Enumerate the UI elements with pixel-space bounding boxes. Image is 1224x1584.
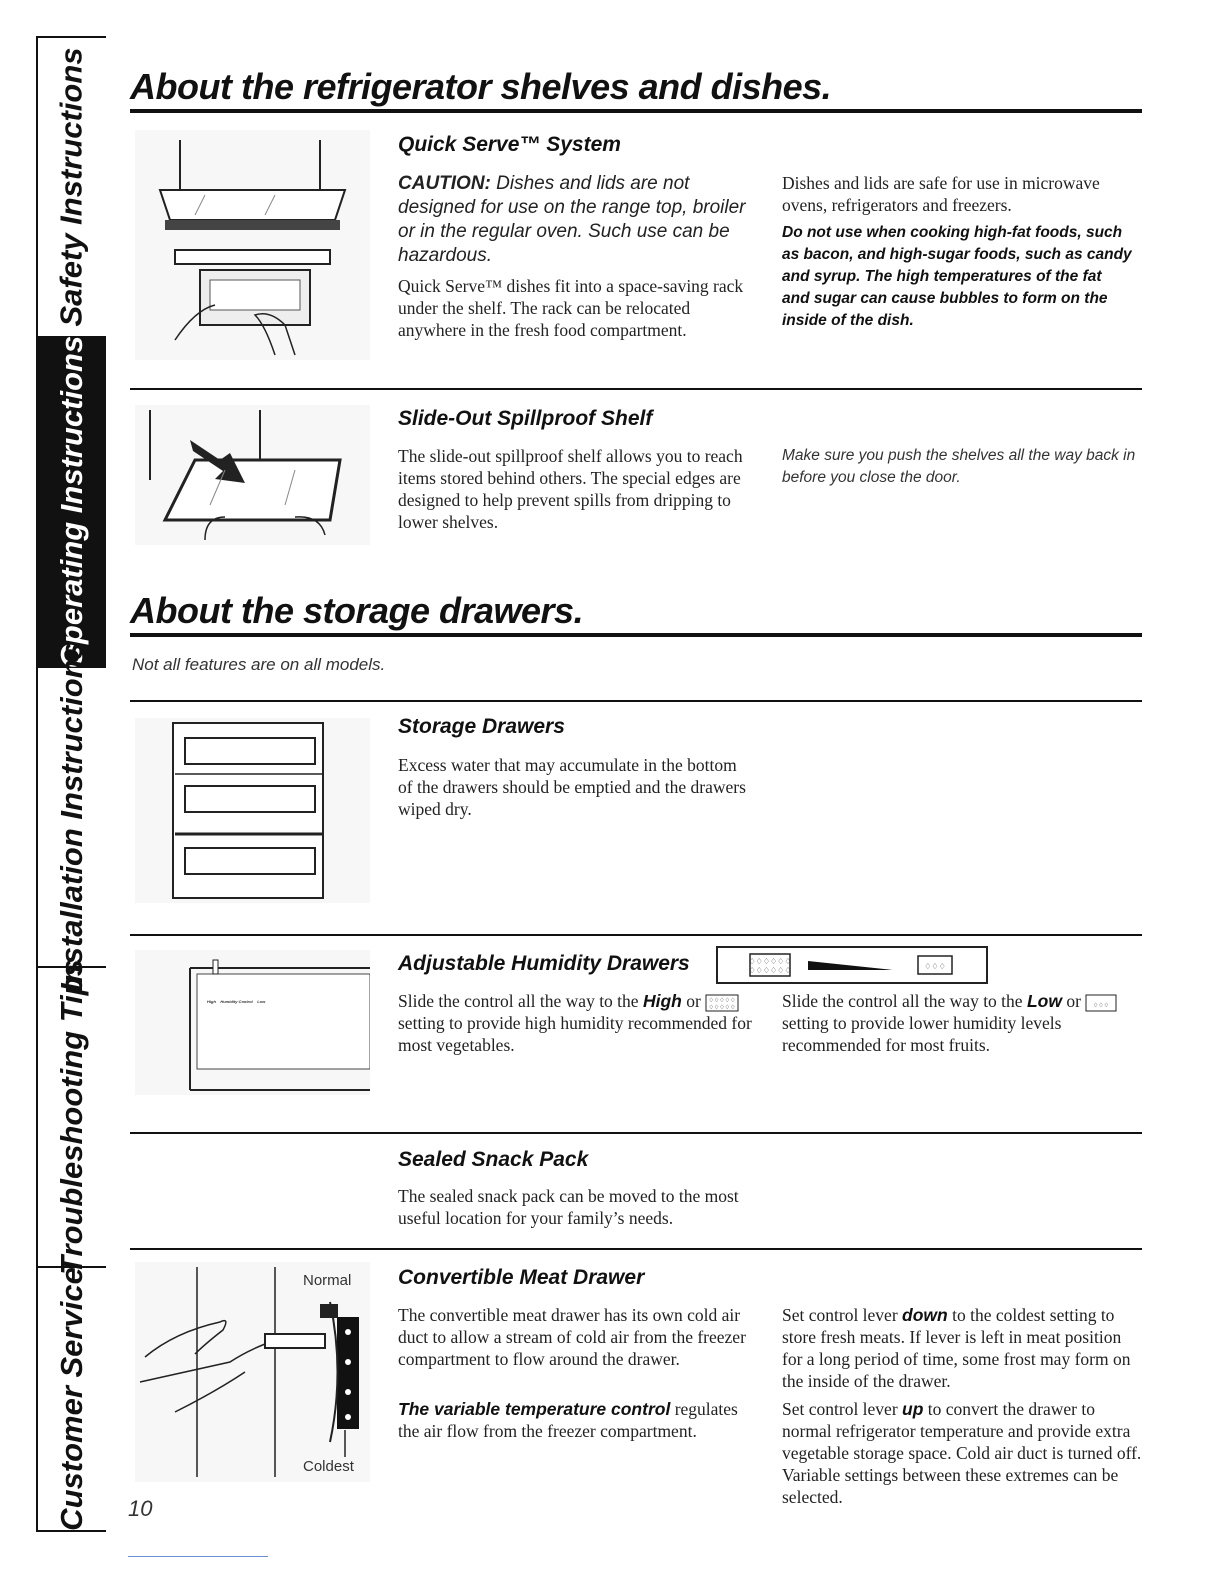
high-humidity-icon bbox=[705, 994, 739, 1012]
humidity-right-post2: setting to provide lower humidity levels recommended for most fruits. bbox=[782, 1013, 1062, 1055]
humidity-low-keyword: Low bbox=[1026, 991, 1062, 1011]
svg-text:♢♢♢♢♢♢: ♢♢♢♢♢♢ bbox=[748, 957, 792, 966]
quick-serve-caution bbox=[398, 172, 748, 268]
storage-drawers-body: Excess water that may accumulate in the bottom of the drawers should be emptied and the drawers wiped dry. bbox=[398, 755, 746, 819]
snack-pack-body: The sealed snack pack can be moved to the most useful location for your family’s needs. bbox=[398, 1186, 739, 1228]
meat-right2-post: to convert the drawer to normal refrigerator temperature and provide extra vegetable storage space. Cold air duct is turned off. Variable settings between these extremes can be selected. bbox=[782, 1399, 1142, 1507]
storage-drawers-illustration bbox=[135, 718, 370, 903]
meat-right1-post: to the coldest setting to store fresh meats. If lever is left in meat position for a long period of time, some frost may form on the inside of the drawer. bbox=[782, 1305, 1131, 1391]
storage-drawers-heading: Storage Drawers bbox=[398, 715, 565, 738]
humidity-right-post: or bbox=[1061, 991, 1081, 1011]
tab-installation-instructions[interactable] bbox=[38, 642, 106, 992]
meat-label-normal: Normal bbox=[303, 1272, 352, 1289]
spillproof-body: The slide-out spillproof shelf allows you to reach items stored behind others. The special edges are designed to help prevent spills from dripping to lower shelves. bbox=[398, 446, 743, 532]
spillproof-note: Make sure you push the shelves all the way back in before you close the door. bbox=[782, 447, 1136, 486]
meat-drawer-illustration bbox=[135, 1262, 370, 1482]
meat-body2-text: regulates the air flow from the freezer compartment. bbox=[398, 1399, 738, 1441]
page-title-drawers: About the storage drawers. bbox=[130, 590, 584, 631]
quick-serve-body: Quick Serve™ dishes fit into a space-saving rack under the shelf. The rack can be relocated anywhere in the fresh food compartment. bbox=[398, 276, 744, 340]
tab-operating-instructions[interactable] bbox=[38, 335, 106, 669]
sidebar-tabs bbox=[36, 36, 106, 1532]
humidity-slider-graphic bbox=[718, 948, 986, 982]
tab-label: Troubleshooting Tips bbox=[54, 959, 89, 1275]
svg-text:♢♢♢♢♢♢: ♢♢♢♢♢♢ bbox=[748, 966, 792, 975]
spillproof-shelf-illustration bbox=[135, 405, 370, 545]
meat-label-coldest: Coldest bbox=[303, 1458, 354, 1475]
tab-label: Operating Instructions bbox=[54, 335, 90, 669]
variable-control-keyword: The variable temperature control bbox=[398, 1399, 671, 1419]
quick-serve-warning: Do not use when cooking high-fat foods, such as bacon, and high-sugar foods, such as candy and syrup. The high temperatures of the fat and sugar can cause bubbles to form on the inside of the dish. bbox=[782, 224, 1132, 329]
down-keyword: down bbox=[902, 1305, 948, 1325]
page-title-shelves: About the refrigerator shelves and dishes. bbox=[130, 66, 832, 107]
meat-drawer-body: The convertible meat drawer has its own cold air duct to allow a stream of cold air from the freezer compartment to flow around the drawer. bbox=[398, 1305, 746, 1369]
humidity-right-body bbox=[782, 990, 1144, 1056]
section-divider bbox=[130, 700, 1142, 702]
section-divider bbox=[130, 1248, 1142, 1250]
meat-right1-pre: Set control lever bbox=[782, 1305, 903, 1325]
models-note: Not all features are on all models. bbox=[132, 655, 386, 674]
humidity-left-body bbox=[398, 990, 758, 1056]
tab-label: Installation Instructions bbox=[54, 642, 89, 992]
quick-serve-illustration bbox=[135, 130, 370, 360]
title-rule bbox=[130, 633, 1142, 637]
humidity-high-keyword: High bbox=[642, 991, 682, 1011]
meat-drawer-heading: Convertible Meat Drawer bbox=[398, 1266, 645, 1289]
humidity-left-post: or bbox=[681, 991, 701, 1011]
caution-label: CAUTION: bbox=[398, 173, 491, 194]
page-number: 10 bbox=[128, 1496, 153, 1521]
section-divider bbox=[130, 388, 1142, 390]
tab-label: Safety Instructions bbox=[54, 47, 89, 327]
section-divider bbox=[130, 1132, 1142, 1134]
tab-label: Customer Service bbox=[54, 1267, 89, 1531]
quick-serve-heading: Quick Serve™ System bbox=[398, 133, 621, 156]
svg-text:♢♢♢: ♢♢♢ bbox=[924, 962, 946, 971]
humidity-slider-diagram bbox=[716, 946, 988, 984]
tab-safety-instructions[interactable] bbox=[38, 38, 106, 338]
snack-pack-heading: Sealed Snack Pack bbox=[398, 1148, 589, 1171]
humidity-heading: Adjustable Humidity Drawers bbox=[398, 952, 690, 975]
tab-customer-service[interactable] bbox=[38, 1268, 106, 1530]
humidity-control-label: High Humidity Control Low bbox=[207, 999, 266, 1004]
section-divider bbox=[130, 934, 1142, 936]
low-humidity-icon bbox=[1085, 994, 1117, 1012]
title-rule bbox=[130, 109, 1142, 113]
quick-serve-right-body: Dishes and lids are safe for use in microwave ovens, refrigerators and freezers. bbox=[782, 173, 1100, 215]
humidity-left-post2: setting to provide high humidity recommended for most vegetables. bbox=[398, 1013, 752, 1055]
humidity-right-pre: Slide the control all the way to the bbox=[782, 991, 1027, 1011]
tab-troubleshooting-tips[interactable] bbox=[38, 959, 106, 1275]
footer-link-line bbox=[128, 1556, 268, 1557]
svg-text:♢♢♢: ♢♢♢ bbox=[1093, 1001, 1110, 1009]
caution-text: Dishes and lids are not designed for use on the range top, broiler or in the regular oven. Such use can be hazardous. bbox=[398, 173, 746, 266]
meat-drawer-right-1 bbox=[782, 1304, 1144, 1392]
up-keyword: up bbox=[902, 1399, 924, 1419]
humidity-left-pre: Slide the control all the way to the bbox=[398, 991, 643, 1011]
svg-text:♢♢♢♢♢: ♢♢♢♢♢ bbox=[708, 1003, 736, 1011]
svg-text:♢♢♢♢♢: ♢♢♢♢♢ bbox=[708, 996, 736, 1004]
meat-drawer-right-2 bbox=[782, 1398, 1144, 1508]
humidity-drawer-illustration bbox=[135, 950, 370, 1095]
meat-right2-pre: Set control lever bbox=[782, 1399, 903, 1419]
meat-drawer-body-2 bbox=[398, 1398, 753, 1442]
spillproof-heading: Slide-Out Spillproof Shelf bbox=[398, 407, 653, 430]
